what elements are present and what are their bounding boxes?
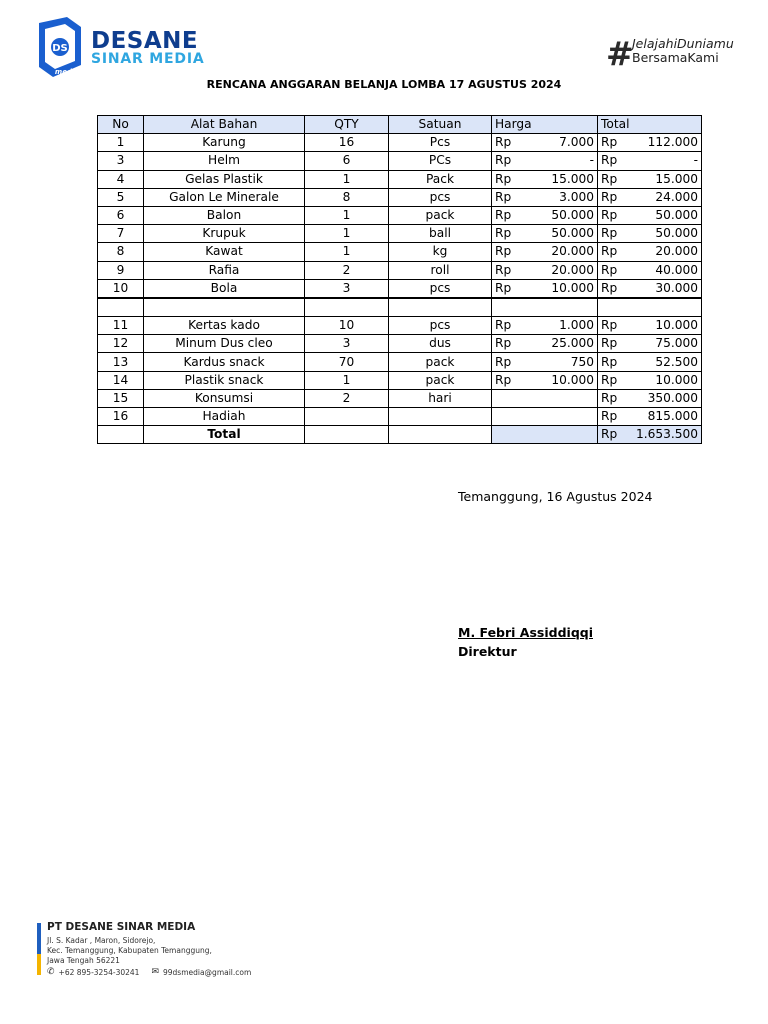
logo-subname: SINAR MEDIA: [91, 51, 205, 67]
row-item: Gelas Plastik: [144, 170, 305, 188]
total-value: 815.000: [647, 409, 698, 424]
price-value: 15.000: [551, 171, 594, 186]
row-qty: 3: [305, 335, 389, 353]
table-row: [98, 243, 702, 261]
row-qty: 10: [305, 317, 389, 335]
currency-label: Rp: [495, 262, 512, 277]
row-total: [598, 206, 702, 224]
row-qty: 2: [305, 389, 389, 407]
header-price: Harga: [492, 116, 598, 134]
footer-address-2: Kec. Temanggung, Kabupaten Temanggung,: [47, 946, 212, 955]
row-no: 4: [98, 170, 144, 188]
currency-label: Rp: [495, 354, 512, 369]
row-item: Rafia: [144, 261, 305, 279]
row-total: [598, 335, 702, 353]
row-unit: roll: [389, 261, 492, 279]
row-price: [492, 206, 598, 224]
price-value: 50.000: [551, 226, 594, 241]
table-row: [98, 170, 702, 188]
total-label: Total: [144, 426, 305, 444]
hashtag-line-1: JelajahiDuniamu: [632, 36, 734, 51]
table-row: [98, 389, 702, 407]
row-total: [598, 279, 702, 298]
row-qty: 1: [305, 225, 389, 243]
row-price: [492, 371, 598, 389]
currency-label: Rp: [495, 372, 512, 387]
row-qty: 3: [305, 279, 389, 298]
row-total: [598, 371, 702, 389]
row-item: Hadiah: [144, 408, 305, 426]
header-item: Alat Bahan: [144, 116, 305, 134]
row-no: 1: [98, 134, 144, 152]
row-qty: 70: [305, 353, 389, 371]
grand-total-value: 1.653.500: [635, 427, 698, 442]
row-unit: pack: [389, 371, 492, 389]
currency-label: Rp: [495, 208, 512, 223]
row-no: 3: [98, 152, 144, 170]
total-value: 50.000: [655, 226, 698, 241]
header-total: Total: [598, 116, 702, 134]
price-value: 10.000: [551, 372, 594, 387]
total-value: 15.000: [655, 171, 698, 186]
price-value: 50.000: [551, 208, 594, 223]
hashtag-line-2: BersamaKami: [632, 50, 719, 65]
footer-contact: [47, 967, 251, 977]
table-header-row: [98, 116, 702, 134]
row-item: Helm: [144, 152, 305, 170]
currency-label: Rp: [601, 318, 618, 333]
price-value: 1.000: [559, 318, 594, 333]
row-unit: PCs: [389, 152, 492, 170]
price-value: 3.000: [559, 189, 594, 204]
row-total: [598, 188, 702, 206]
row-price: [492, 188, 598, 206]
row-price: [492, 335, 598, 353]
table-row: [98, 408, 702, 426]
row-unit: pack: [389, 353, 492, 371]
currency-label: Rp: [601, 189, 618, 204]
empty-cell: [389, 426, 492, 444]
price-value: 10.000: [551, 280, 594, 295]
email-icon: ✉: [151, 967, 159, 977]
total-value: 24.000: [655, 189, 698, 204]
currency-label: Rp: [495, 280, 512, 295]
row-item: Krupuk: [144, 225, 305, 243]
row-unit: ball: [389, 225, 492, 243]
row-price: [492, 317, 598, 335]
row-price: [492, 170, 598, 188]
price-value: 20.000: [551, 244, 594, 259]
row-no: 10: [98, 279, 144, 298]
total-value: 112.000: [647, 135, 698, 150]
table-row: [98, 261, 702, 279]
currency-label: Rp: [601, 244, 618, 259]
row-unit: pcs: [389, 317, 492, 335]
table-row: [98, 206, 702, 224]
row-total: [598, 389, 702, 407]
row-unit: [389, 408, 492, 426]
row-item: Kardus snack: [144, 353, 305, 371]
total-value: 10.000: [655, 372, 698, 387]
row-no: 6: [98, 206, 144, 224]
row-item: Balon: [144, 206, 305, 224]
document-title: RENCANA ANGGARAN BELANJA LOMBA 17 AGUSTUS 2024: [206, 78, 562, 91]
grand-total: [598, 426, 702, 444]
row-item: Karung: [144, 134, 305, 152]
row-total: [598, 261, 702, 279]
row-no: 5: [98, 188, 144, 206]
row-no: 14: [98, 371, 144, 389]
hashtag-icon: #: [606, 34, 634, 73]
svg-text:DS: DS: [52, 43, 68, 54]
table-row: [98, 152, 702, 170]
currency-label: Rp: [495, 336, 512, 351]
row-item: Konsumsi: [144, 389, 305, 407]
row-total: [598, 408, 702, 426]
row-price: [492, 408, 598, 426]
row-item: Galon Le Minerale: [144, 188, 305, 206]
whatsapp-icon: ✆: [47, 967, 55, 977]
row-unit: kg: [389, 243, 492, 261]
currency-label: Rp: [601, 280, 618, 295]
footer-email: 99dsmedia@gmail.com: [162, 967, 252, 977]
footer-accent-bar: [37, 923, 41, 975]
row-qty: 1: [305, 170, 389, 188]
row-item: Kawat: [144, 243, 305, 261]
table-row: [98, 279, 702, 298]
price-value: -: [589, 153, 594, 168]
row-price: [492, 152, 598, 170]
row-qty: 2: [305, 261, 389, 279]
total-value: 30.000: [655, 280, 698, 295]
row-price: [492, 243, 598, 261]
row-no: 8: [98, 243, 144, 261]
currency-label: Rp: [601, 171, 618, 186]
row-price: [492, 389, 598, 407]
row-total: [598, 225, 702, 243]
currency-label: Rp: [601, 208, 618, 223]
table-row: [98, 317, 702, 335]
total-value: 75.000: [655, 336, 698, 351]
table-row: [98, 371, 702, 389]
row-unit: Pcs: [389, 134, 492, 152]
table-row: [98, 225, 702, 243]
row-qty: 8: [305, 188, 389, 206]
currency-label: Rp: [495, 226, 512, 241]
row-item: Kertas kado: [144, 317, 305, 335]
currency-label: Rp: [601, 409, 618, 424]
currency-label: Rp: [601, 354, 618, 369]
price-value: 25.000: [551, 336, 594, 351]
empty-cell: [305, 426, 389, 444]
row-unit: pcs: [389, 188, 492, 206]
row-unit: pcs: [389, 279, 492, 298]
row-qty: [305, 408, 389, 426]
currency-label: Rp: [495, 318, 512, 333]
row-qty: 16: [305, 134, 389, 152]
signature-place-date: Temanggung, 16 Agustus 2024: [458, 489, 653, 504]
total-value: 10.000: [655, 318, 698, 333]
empty-cell: [98, 426, 144, 444]
empty-cell: [98, 298, 144, 317]
table-row: [98, 188, 702, 206]
empty-cell: [598, 298, 702, 317]
row-unit: dus: [389, 335, 492, 353]
row-total: [598, 243, 702, 261]
footer-phone: +62 895-3254-30241: [58, 967, 140, 977]
row-price: [492, 225, 598, 243]
table-row: [98, 335, 702, 353]
empty-cell: [389, 298, 492, 317]
total-value: 52.500: [655, 354, 698, 369]
price-value: 7.000: [559, 135, 594, 150]
currency-label: Rp: [495, 189, 512, 204]
row-total: [598, 170, 702, 188]
row-total: [598, 152, 702, 170]
currency-label: Rp: [495, 171, 512, 186]
company-logo-icon: [37, 17, 83, 77]
row-qty: 1: [305, 371, 389, 389]
total-value: 20.000: [655, 244, 698, 259]
row-no: 12: [98, 335, 144, 353]
row-unit: Pack: [389, 170, 492, 188]
empty-cell: [492, 298, 598, 317]
row-price: [492, 261, 598, 279]
currency-label: Rp: [601, 427, 618, 442]
table-row: [98, 134, 702, 152]
row-no: 16: [98, 408, 144, 426]
currency-label: Rp: [601, 372, 618, 387]
row-qty: 6: [305, 152, 389, 170]
currency-label: Rp: [601, 135, 618, 150]
row-unit: hari: [389, 389, 492, 407]
row-qty: 1: [305, 243, 389, 261]
price-value: 750: [570, 354, 594, 369]
row-total: [598, 353, 702, 371]
row-price: [492, 279, 598, 298]
table-row: [98, 353, 702, 371]
total-value: 50.000: [655, 208, 698, 223]
row-qty: 1: [305, 206, 389, 224]
logo-name: DESANE: [91, 28, 199, 54]
table-total-row: [98, 426, 702, 444]
currency-label: Rp: [601, 226, 618, 241]
table-gap-row: [98, 298, 702, 317]
row-total: [598, 317, 702, 335]
row-price: [492, 353, 598, 371]
budget-table: [97, 115, 702, 444]
row-item: Minum Dus cleo: [144, 335, 305, 353]
row-price: [492, 134, 598, 152]
currency-label: Rp: [495, 135, 512, 150]
row-no: 7: [98, 225, 144, 243]
row-no: 13: [98, 353, 144, 371]
currency-label: Rp: [601, 262, 618, 277]
row-item: Bola: [144, 279, 305, 298]
row-unit: pack: [389, 206, 492, 224]
row-total: [598, 134, 702, 152]
header-qty: QTY: [305, 116, 389, 134]
currency-label: Rp: [495, 153, 512, 168]
price-value: 20.000: [551, 262, 594, 277]
row-no: 9: [98, 261, 144, 279]
currency-label: Rp: [601, 390, 618, 405]
row-no: 11: [98, 317, 144, 335]
footer-address-3: Jawa Tengah 56221: [47, 956, 120, 965]
empty-cell: [144, 298, 305, 317]
empty-cell: [305, 298, 389, 317]
logo-badge: media: [54, 68, 80, 76]
currency-label: Rp: [495, 244, 512, 259]
signature-role: Direktur: [458, 644, 517, 659]
header-no: No: [98, 116, 144, 134]
currency-label: Rp: [601, 153, 618, 168]
footer-company-name: PT DESANE SINAR MEDIA: [47, 921, 196, 933]
currency-label: Rp: [601, 336, 618, 351]
total-value: 350.000: [647, 390, 698, 405]
header-unit: Satuan: [389, 116, 492, 134]
row-item: Plastik snack: [144, 371, 305, 389]
row-no: 15: [98, 389, 144, 407]
empty-cell: [492, 426, 598, 444]
total-value: 40.000: [655, 262, 698, 277]
signature-name: M. Febri Assiddiqqi: [458, 625, 593, 640]
total-value: -: [693, 153, 698, 168]
footer-address-1: Jl. S. Kadar , Maron, Sidorejo,: [47, 936, 156, 945]
